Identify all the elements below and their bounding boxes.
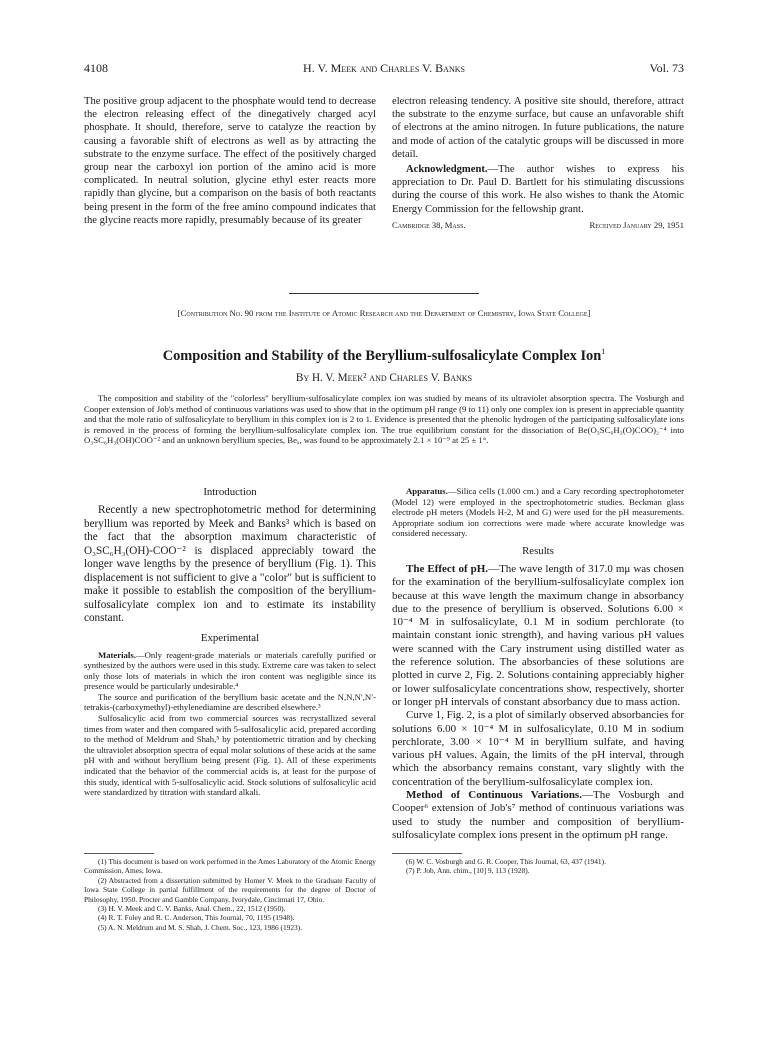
prev-article-paragraph-end: electron releasing tendency. A positive site should, therefore, attract the substrate to the enzyme surface, but cause an unfavorable shift of electrons at the amino nitrogen. In future publications, the nature and mode of action of the catalytic groups will be discussed in more detail. [392, 96, 684, 160]
method-paragraph [392, 789, 684, 842]
sulfosalicylic-paragraph: Sulfosalicylic acid from two commercial sources was recrystallized several times from water and then compared with 5-sulfosalicylic acid, prepared according to the method of Meldrum and Shah,⁵ by potentiometric titration and by checking the ultraviolet absorption spectra of equal molar solutions of these acids at the same pH with and without beryllium being present (Fig. 1). All of these experiments indicated that the behavior of the commercial acids is, at least for the purpose of this study, identical with 5-sulfosalicylic acid. Stock solutions of sulfosalicylic acid were standardized by titration with standard alkali. [84, 713, 376, 798]
footnotes-left [84, 857, 376, 932]
title-footnote-mark: 1 [601, 347, 606, 356]
apparatus-text: —Silica cells (1.000 cm.) and a Cary recording spectrophotometer (Model 12) were employed in the spectrophotometric studies. Beckman glass electrode pH meters (Models H-2, M and G) were used for the pH measurements. Appropriate sodium ion corrections were made where accurate knowledge was considered necessary. [392, 486, 684, 539]
signoff-line [392, 219, 684, 232]
received-date: Received January 29, 1951 [589, 219, 684, 230]
acknowledgment-text: —The author wishes to express his appreciation to Dr. Paul D. Bartlett for his stimulating discussions during the course of this work. He also wishes to thank the Atomic Energy Commission for the fellowship grant. [392, 164, 684, 215]
effect-heading: The Effect of pH. [406, 562, 489, 575]
materials-text: —Only reagent-grade materials or materials carefully purified or synthesized by the authors were used in this study. Extreme care was taken to select only those lots of materials in which the iron content was negligible since its presence would be particularly undesirable.⁴ [84, 649, 376, 692]
footnote: (1) This document is based on work performed in the Ames Laboratory of the Atomic Energy Commission, Ames, Iowa. [84, 857, 376, 876]
footnote: (5) A. N. Meldrum and M. S. Shah, J. Chem. Soc., 123, 1986 (1923). [98, 922, 303, 932]
prev-article-right-column [392, 95, 684, 232]
volume-label: Vol. 73 [649, 61, 684, 75]
acknowledgment-heading: Acknowledgment. [406, 164, 488, 176]
materials-heading: Materials. [98, 649, 136, 660]
footnote: (4) R. T. Foley and R. C. Anderson, This Journal, 70, 1195 (1948). [98, 913, 295, 923]
right-main-column [392, 486, 684, 842]
effect-paragraph [392, 563, 684, 709]
contribution-line: [Contribution No. 90 from the Institute of Atomic Research and the Department of Chemistry, Iowa State College] [177, 308, 591, 318]
apparatus-heading: Apparatus. [406, 486, 448, 496]
curve-paragraph: Curve 1, Fig. 2, is a plot of similarly observed absorbancies for solutions 6.00 × 10⁻⁴ M in sulfosalicylate, 0.10 M in sodium perchlorate, 3.00 × 10⁻⁴ M in beryllium sulfate, and having various pH values. Again, the limits of the pH interval, through which the absorbancy remains constant, vary slightly with the concentration of the beryllium-sulfosalicylate complex ion. [392, 709, 685, 788]
running-title: H. V. Meek and Charles V. Banks [303, 61, 465, 75]
footnote: (6) W. C. Vosburgh and G. R. Cooper, This Journal, 63, 437 (1941). [406, 857, 606, 866]
experimental-heading: Experimental [200, 631, 260, 644]
footnote-divider-left [84, 853, 154, 854]
method-heading: Method of Continuous Variations. [406, 789, 582, 802]
footnote: (3) H. V. Meek and C. V. Banks, Anal. Chem., 22, 1512 (1950). [98, 904, 286, 914]
article-authors: By H. V. Meek² and Charles V. Banks [295, 372, 473, 384]
section-divider [289, 293, 479, 294]
running-header [84, 61, 684, 75]
place-label: Cambridge 38, Mass. [392, 219, 466, 230]
footnote-divider-right [392, 853, 462, 854]
apparatus-paragraph [392, 486, 684, 539]
method-text: —The Vosburgh and Cooper⁶ extension of Job's⁷ method of continuous variations was used to study the number and composition of beryllium-sulfosalicylate complex ions present in the optimum pH range. [392, 789, 684, 841]
footnotes-right [392, 857, 684, 876]
effect-text: —The wave length of 317.0 mμ was chosen for the examination of the beryllium-sulfosalicylate complex ion because at this wave length the maximum change in absorbancy due to the presence of beryllium is observed. Solutions 6.00 × 10⁻⁴ M in sulfosalicylate, 0.1 M in sodium perchlorate (to maintain constant ionic strength), and having various pH values were scanned with the Cary instrument using distilled water as the reference solution. The absorbancies of these solutions are plotted in curve 2, Fig. 2. Solutions containing appreciably higher or lower sulfosalicylate concentrations show, respectively, shorter or longer pH intervals of constant absorbancy due to mass action. [392, 562, 684, 708]
footnote: (2) Abstracted from a dissertation submitted by Homer V. Meek to the Graduate Faculty of Iowa State College in partial fulfillment of the requirements for the degree of Doctor of Philosophy, 1950. Procter and Gamble Company, Ivorydale, Cincinnati 17, Ohio. [84, 875, 376, 904]
abstract-text: The composition and stability of the "colorless" beryllium-sulfosalicylate complex ion was studied by means of its ultraviolet absorption spectra. The Vosburgh and Cooper extension of Job's method of continuous variations was used to show that in the optimum pH range (9 to 11) only one complex ion is present in appreciable quantity and that the mole ratio of sulfosalicylate to beryllium in this complex ion is 2 to 1. Evidence is presented that the phenolic hydrogen of the participating sulfosalicylate ions is removed in the process of forming the beryllium-sulfosalicylate complex ion. The true equilibrium constant for the dissociation of Be(O₃SC₆H₃(O)COO)₂⁻⁴ into O₃SC₆H₃(OH)COO⁻² and an unknown beryllium species, Beₓ, was found to be approximately 2.1 × 10⁻⁹ at 25 ± 1°. [84, 393, 684, 446]
introduction-heading: Introduction [203, 486, 257, 498]
prev-article-left-column [84, 95, 376, 227]
abstract [84, 393, 684, 446]
article-title [84, 343, 684, 365]
introduction-text: Recently a new spectrophotometric method for determining beryllium was reported by Meek and Banks³ which is based on the fact that the absorption maximum characteristic of O₃SC₆H₃(OH)-COO⁻² is displaced appreciably toward the longer wave lengths by the presence of beryllium (Fig. 1). This displacement is not sufficient to give a "color" but is sufficient to make it possible to establish the composition of the beryllium-sulfosalicylate complex ion and to estimate its instability constant. [84, 504, 376, 624]
materials-paragraph [84, 650, 376, 692]
prev-article-paragraph: The positive group adjacent to the phosphate would tend to decrease the electron releasing effect of the dinegatively charged acyl phosphate. It should, therefore, serve to catalyze the reaction by causing a favorable shift of electrons as well as by attracting the substrate to the enzyme surface. The effect of the positively charged group near the carboxyl ion portion of the amino acid is more complicated. In neutral solution, glycine ethyl ester reacts more rapidly than glycine, but a comparison on the basis of both reactants being present in the form of the free amino compound indicates that the glycine reacts more rapidly, presumably because of its greater [84, 96, 376, 226]
source-paragraph: The source and purification of the beryllium basic acetate and the N,N,N′,N′-tetrakis-(carboxymethyl)-ethylenediamine are described elsewhere.³ [84, 691, 376, 713]
left-main-column [84, 486, 376, 798]
page-number: 4108 [84, 61, 108, 75]
acknowledgment [392, 163, 684, 216]
footnote: (7) P. Job, Ann. chim., [10] 9, 113 (1928). [406, 866, 530, 876]
article-title-text: Composition and Stability of the Beryllium-sulfosalicylate Complex Ion [162, 347, 602, 364]
results-heading: Results [522, 544, 554, 557]
